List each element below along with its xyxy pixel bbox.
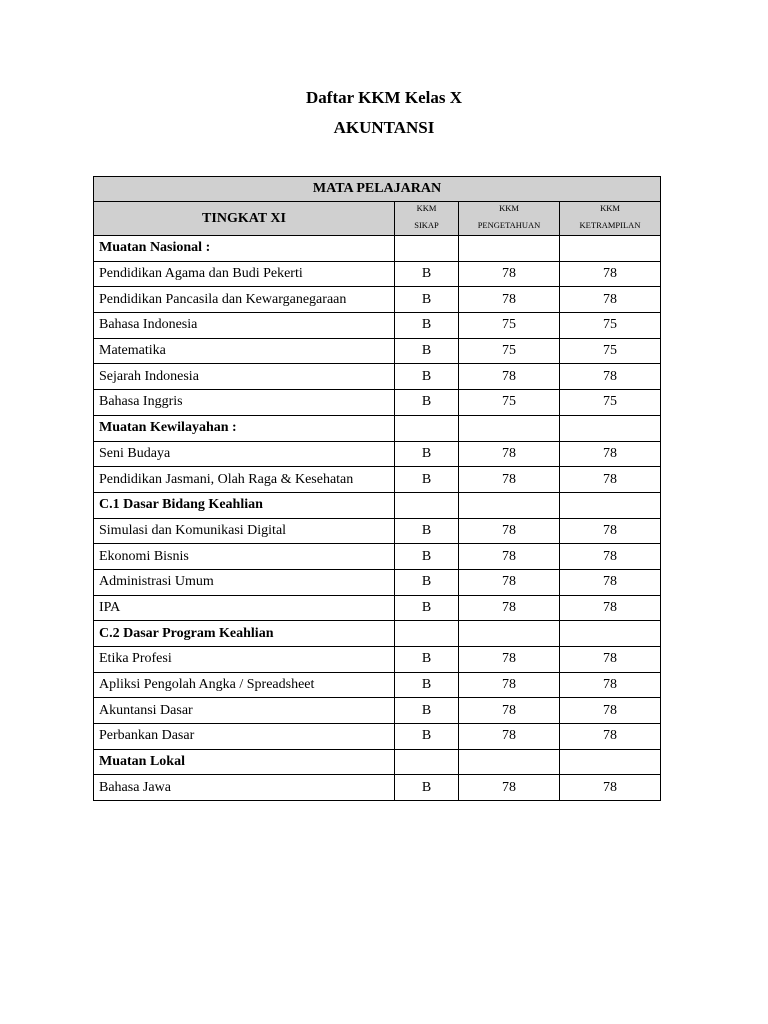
table-row [94,364,661,390]
kkm-sikap-cell: B [395,338,459,364]
header-kkm-sikap-line2: SIKAP [414,220,439,230]
kkm-ketrampilan-cell: 78 [560,595,661,621]
kkm-sikap-cell [395,492,459,518]
table-row [94,287,661,313]
kkm-pengetahuan-cell: 78 [459,441,560,467]
subject-name: Pendidikan Pancasila dan Kewarganegaraan [94,287,395,313]
table-row [94,313,661,339]
section-label: C.1 Dasar Bidang Keahlian [94,492,395,518]
header-kkm-sikap [395,202,459,236]
header-tingkat: TINGKAT XI [94,202,395,236]
table-row [94,724,661,750]
table-row [94,338,661,364]
kkm-pengetahuan-cell: 75 [459,390,560,416]
kkm-pengetahuan-cell: 75 [459,338,560,364]
kkm-sikap-cell: B [395,287,459,313]
table-row [94,518,661,544]
kkm-ketrampilan-cell [560,749,661,775]
kkm-ketrampilan-cell: 75 [560,390,661,416]
document-subtitle: AKUNTANSI [333,118,435,137]
kkm-ketrampilan-cell [560,621,661,647]
subject-name: Apliksi Pengolah Angka / Spreadsheet [94,672,395,698]
subject-name: Ekonomi Bisnis [94,544,395,570]
kkm-pengetahuan-cell: 78 [459,724,560,750]
section-row [94,621,661,647]
kkm-sikap-cell: B [395,467,459,493]
subject-name: Seni Budaya [94,441,395,467]
kkm-sikap-cell: B [395,647,459,673]
kkm-pengetahuan-cell: 78 [459,647,560,673]
section-row [94,749,661,775]
kkm-pengetahuan-cell [459,492,560,518]
subject-name: IPA [94,595,395,621]
kkm-ketrampilan-cell: 78 [560,647,661,673]
subject-name: Etika Profesi [94,647,395,673]
kkm-sikap-cell [395,621,459,647]
subject-name: Pendidikan Agama dan Budi Pekerti [94,261,395,287]
kkm-pengetahuan-cell: 78 [459,698,560,724]
table-header-row [94,202,661,236]
kkm-pengetahuan-cell: 78 [459,287,560,313]
subject-name: Bahasa Indonesia [94,313,395,339]
section-row [94,492,661,518]
kkm-ketrampilan-cell: 78 [560,261,661,287]
table-row [94,441,661,467]
table-row [94,390,661,416]
kkm-pengetahuan-cell: 78 [459,467,560,493]
kkm-sikap-cell: B [395,261,459,287]
header-kkm-ketrampilan-line1: KKM [600,203,620,213]
kkm-sikap-cell [395,415,459,441]
kkm-sikap-cell: B [395,724,459,750]
kkm-pengetahuan-cell: 75 [459,313,560,339]
kkm-sikap-cell: B [395,364,459,390]
kkm-ketrampilan-cell: 78 [560,467,661,493]
header-kkm-pengetahuan-line2: PENGETAHUAN [477,220,541,230]
kkm-ketrampilan-cell [560,415,661,441]
header-kkm-sikap-line1: KKM [416,203,437,213]
table-row [94,467,661,493]
kkm-ketrampilan-cell: 75 [560,313,661,339]
kkm-ketrampilan-cell: 78 [560,287,661,313]
kkm-pengetahuan-cell: 78 [459,569,560,595]
kkm-sikap-cell: B [395,672,459,698]
table-row [94,261,661,287]
kkm-sikap-cell [395,236,459,262]
kkm-ketrampilan-cell: 78 [560,441,661,467]
kkm-ketrampilan-cell: 78 [560,544,661,570]
header-kkm-pengetahuan-line1: KKM [499,203,519,213]
kkm-pengetahuan-cell: 78 [459,672,560,698]
kkm-pengetahuan-cell: 78 [459,595,560,621]
kkm-ketrampilan-cell [560,236,661,262]
kkm-pengetahuan-cell [459,749,560,775]
subject-name: Simulasi dan Komunikasi Digital [94,518,395,544]
table-row [94,775,661,801]
kkm-ketrampilan-cell: 75 [560,338,661,364]
kkm-sikap-cell: B [395,313,459,339]
subject-name: Sejarah Indonesia [94,364,395,390]
document-title: Daftar KKM Kelas X [306,88,462,107]
kkm-sikap-cell: B [395,390,459,416]
table-row [94,647,661,673]
subject-name: Pendidikan Jasmani, Olah Raga & Kesehatan [94,467,395,493]
table-row [94,698,661,724]
kkm-ketrampilan-cell [560,492,661,518]
kkm-pengetahuan-cell: 78 [459,775,560,801]
kkm-ketrampilan-cell: 78 [560,724,661,750]
kkm-table [93,176,661,801]
kkm-pengetahuan-cell [459,236,560,262]
subject-name: Bahasa Inggris [94,390,395,416]
kkm-sikap-cell: B [395,698,459,724]
kkm-sikap-cell [395,749,459,775]
subject-name: Bahasa Jawa [94,775,395,801]
kkm-sikap-cell: B [395,775,459,801]
kkm-table-body [94,236,661,801]
subject-name: Akuntansi Dasar [94,698,395,724]
subject-name: Administrasi Umum [94,569,395,595]
section-label: C.2 Dasar Program Keahlian [94,621,395,647]
section-label: Muatan Nasional : [94,236,395,262]
kkm-ketrampilan-cell: 78 [560,672,661,698]
table-header-top-row [94,177,661,202]
kkm-ketrampilan-cell: 78 [560,698,661,724]
kkm-pengetahuan-cell: 78 [459,544,560,570]
section-row [94,415,661,441]
table-row [94,569,661,595]
table-row [94,544,661,570]
kkm-sikap-cell: B [395,518,459,544]
table-row [94,595,661,621]
kkm-sikap-cell: B [395,595,459,621]
kkm-sikap-cell: B [395,544,459,570]
header-kkm-pengetahuan [459,202,560,236]
kkm-pengetahuan-cell [459,415,560,441]
subject-name: Perbankan Dasar [94,724,395,750]
kkm-pengetahuan-cell: 78 [459,364,560,390]
kkm-ketrampilan-cell: 78 [560,775,661,801]
table-row [94,672,661,698]
subject-name: Matematika [94,338,395,364]
header-kkm-ketrampilan [560,202,661,236]
kkm-ketrampilan-cell: 78 [560,569,661,595]
kkm-ketrampilan-cell: 78 [560,364,661,390]
kkm-pengetahuan-cell: 78 [459,518,560,544]
kkm-ketrampilan-cell: 78 [560,518,661,544]
kkm-pengetahuan-cell [459,621,560,647]
section-label: Muatan Kewilayahan : [94,415,395,441]
section-row [94,236,661,262]
kkm-sikap-cell: B [395,569,459,595]
header-mata-pelajaran: MATA PELAJARAN [94,177,661,202]
section-label: Muatan Lokal [94,749,395,775]
header-kkm-ketrampilan-line2: KETRAMPILAN [579,220,641,230]
kkm-sikap-cell: B [395,441,459,467]
kkm-pengetahuan-cell: 78 [459,261,560,287]
